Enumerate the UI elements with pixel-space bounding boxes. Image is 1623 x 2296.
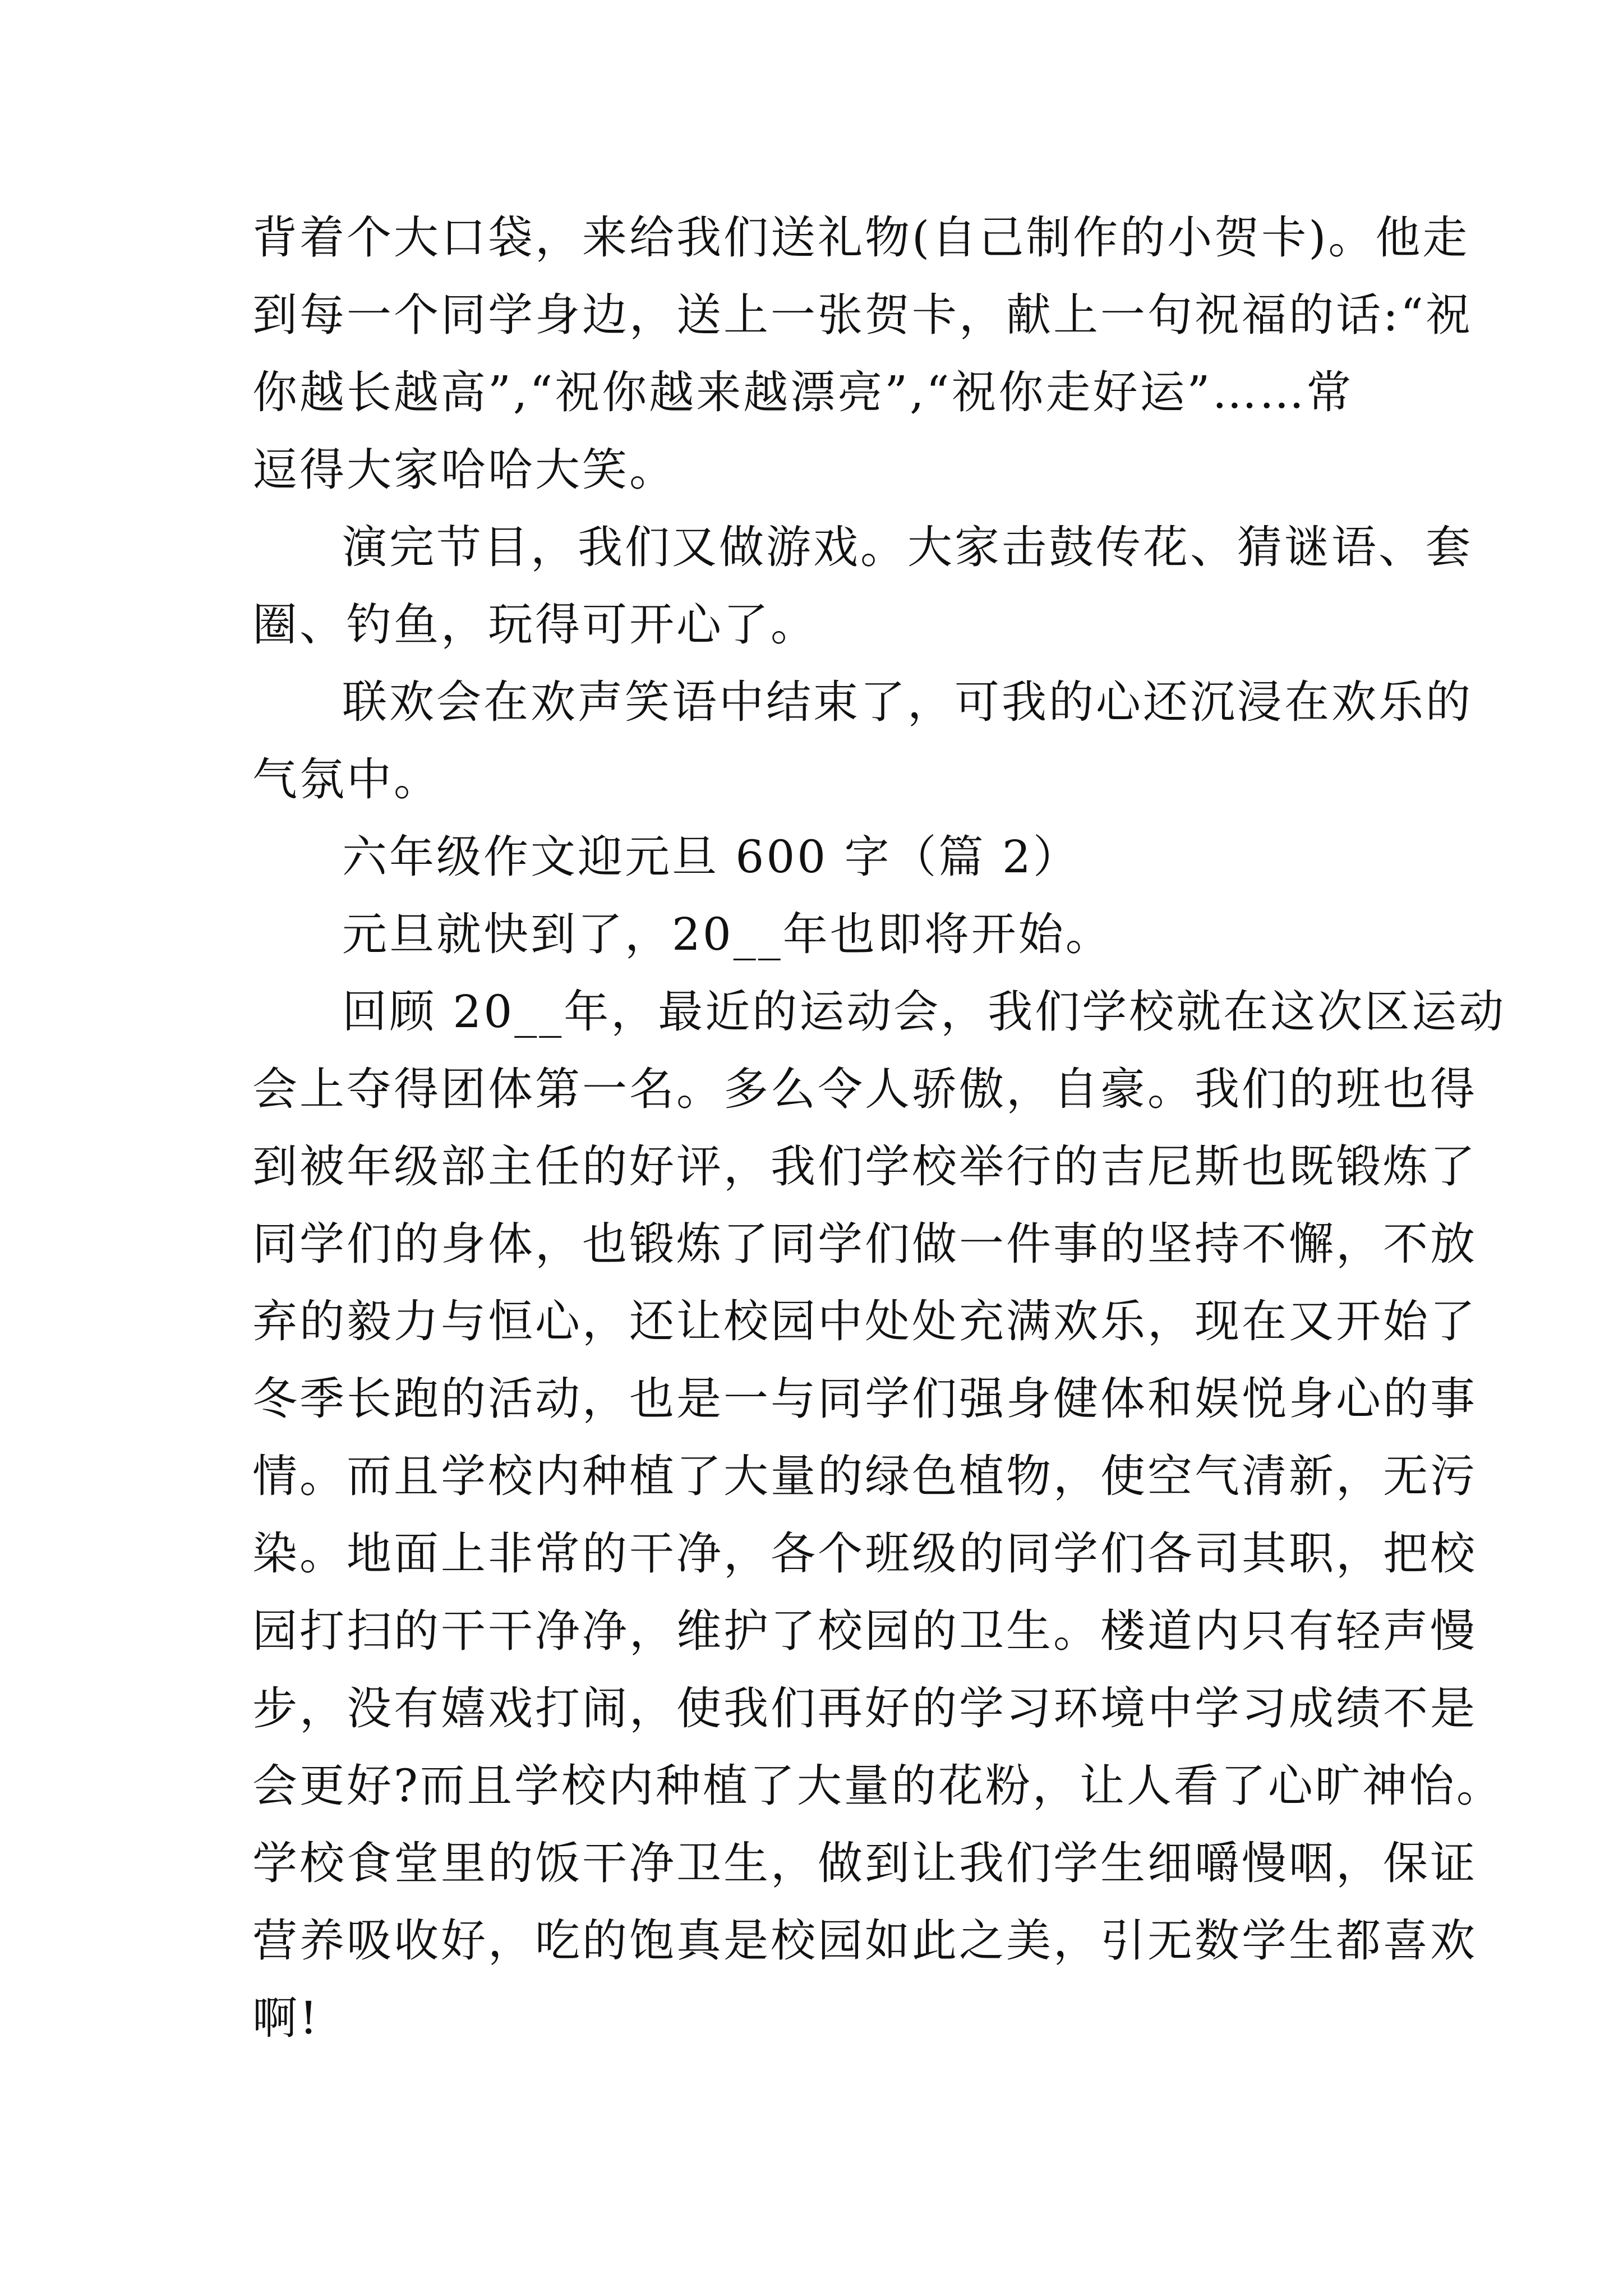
text-line: 逗得大家哈哈大笑。 <box>252 444 676 496</box>
text-line: 冬季长跑的活动，也是一与同学们强身健体和娱悦身心的事 <box>252 1373 1477 1425</box>
text-line: 气氛中。 <box>252 753 441 806</box>
section-heading: 六年级作文迎元旦 600 字（篇 2） <box>342 831 1080 883</box>
text-line: 圈、钓鱼，玩得可开心了。 <box>252 599 818 651</box>
paragraph-start-line: 回顾 20__年，最近的运动会，我们学校就在这次区运动 <box>342 986 1506 1038</box>
text-line: 会上夺得团体第一名。多么令人骄傲，自豪。我们的班也得 <box>252 1063 1477 1115</box>
text-line: 同学们的身体，也锻炼了同学们做一件事的坚持不懈，不放 <box>252 1218 1477 1270</box>
text-line: 情。而且学校内种植了大量的绿色植物，使空气清新，无污 <box>252 1450 1477 1502</box>
text-line: 你越长越高”,“祝你越来越漂亮”,“祝你走好运”……常 <box>252 366 1354 418</box>
paragraph-start-line: 元旦就快到了，20__年也即将开始。 <box>342 908 1113 960</box>
text-line: 步，没有嬉戏打闹，使我们再好的学习环境中学习成绩不是 <box>252 1682 1477 1734</box>
text-line: 啊! <box>252 1992 320 2044</box>
paragraph-start-line: 联欢会在欢声笑语中结束了，可我的心还沉浸在欢乐的 <box>342 676 1473 728</box>
document-body <box>252 199 1506 2057</box>
text-line: 弃的毅力与恒心，还让校园中处处充满欢乐，现在又开始了 <box>252 1295 1477 1347</box>
text-line: 染。地面上非常的干净，各个班级的同学们各司其职，把校 <box>252 1527 1477 1580</box>
text-line: 学校食堂里的饭干净卫生，做到让我们学生细嚼慢咽，保证 <box>252 1837 1477 1889</box>
text-line: 到被年级部主任的好评，我们学校举行的吉尼斯也既锻炼了 <box>252 1140 1477 1193</box>
text-line: 营养吸收好，吃的饱真是校园如此之美，引无数学生都喜欢 <box>252 1915 1477 1967</box>
text-line: 背着个大口袋，来给我们送礼物(自己制作的小贺卡)。他走 <box>252 211 1470 264</box>
text-line: 会更好?而且学校内种植了大量的花粉，让人看了心旷神怡。 <box>252 1760 1504 1812</box>
text-line: 到每一个同学身边，送上一张贺卡，献上一句祝福的话:“祝 <box>252 289 1473 341</box>
text-line: 园打扫的干干净净，维护了校园的卫生。楼道内只有轻声慢 <box>252 1605 1477 1657</box>
paragraph-start-line: 演完节目，我们又做游戏。大家击鼓传花、猜谜语、套 <box>342 521 1473 573</box>
